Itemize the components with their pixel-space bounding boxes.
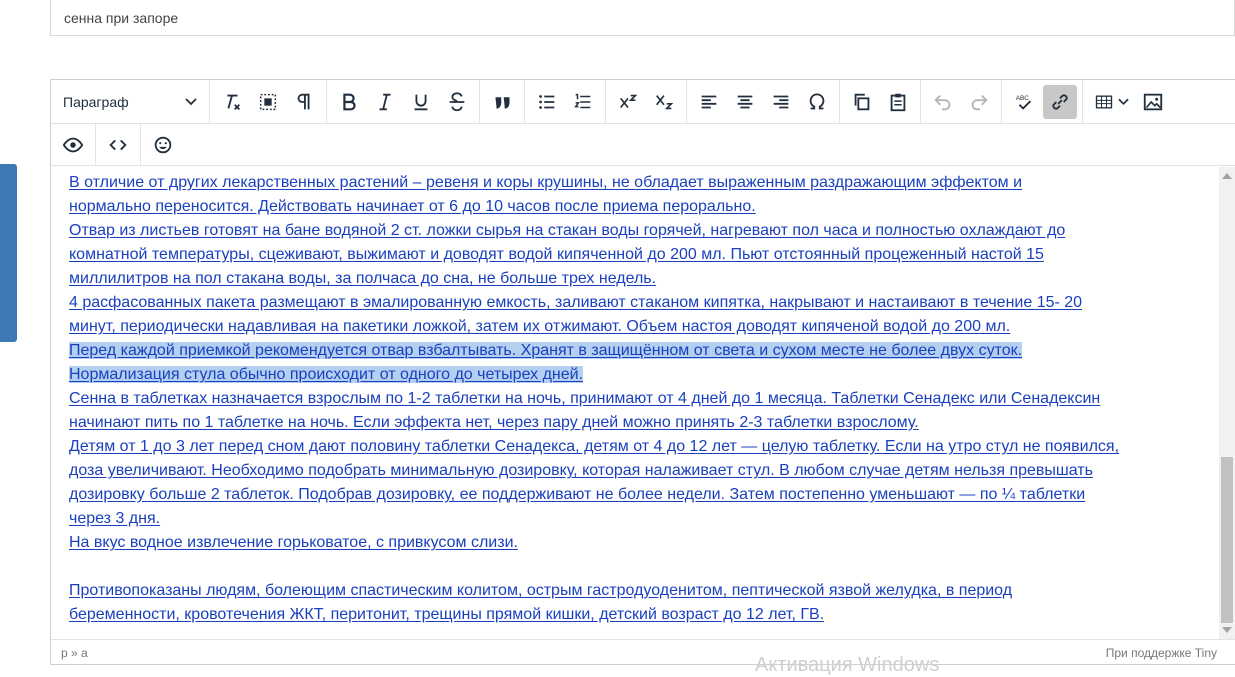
chevron-down-icon: [1118, 98, 1129, 106]
content-line[interactable]: минут, периодически надавливая на пакетики ложкой, затем их отжимают. Объем настоя доводят кипяченой водой до 200 мл.: [69, 318, 1011, 335]
blockquote-button[interactable]: [485, 85, 519, 119]
chevron-down-icon: [185, 98, 197, 106]
copy-button[interactable]: [845, 85, 879, 119]
strikethrough-button[interactable]: [440, 85, 474, 119]
title-input[interactable]: сенна при запоре: [50, 0, 1235, 36]
editor-content[interactable]: [51, 167, 1218, 639]
strikethrough-icon: [446, 91, 468, 113]
redo-button[interactable]: [962, 85, 996, 119]
image-icon: [1142, 91, 1164, 113]
format-dropdown[interactable]: [55, 85, 205, 119]
table-button[interactable]: [1088, 85, 1134, 119]
clear-formatting-button[interactable]: [215, 85, 249, 119]
toolbar-row-2: [51, 124, 1235, 166]
underline-icon: [410, 91, 432, 113]
scroll-down-arrow-icon[interactable]: [1222, 627, 1232, 633]
link-icon: [1049, 91, 1071, 113]
omega-icon: [806, 91, 828, 113]
align-left-button[interactable]: [692, 85, 726, 119]
code-icon: [107, 134, 129, 156]
empty-line: [69, 555, 1218, 579]
content-line[interactable]: Отвар из листьев готовят на бане водяной 2 ст. ложки сырья на стакан воды горячей, нагревают пол часа и полностью охлаждают до: [69, 222, 1066, 239]
content-line[interactable]: В отличие от других лекарственных растений – ревеня и коры крушины, не обладает выраженным раздражающим эффектом и: [69, 174, 1023, 191]
windows-activation-watermark: Активация Windows: [755, 654, 940, 676]
toolbar-row-1: [51, 80, 1235, 124]
content-line[interactable]: 4 расфасованных пакета размещают в эмалированную емкость, заливают стаканом кипятка, накрывают и настаивают в течение 15- 20: [69, 294, 1083, 311]
content-line[interactable]: комнатной температуры, сцеживают, выжимают и доводят водой кипяченной до 200 мл. Пьют отстоянный процеженный настой 15: [69, 246, 1044, 263]
emoticons-button[interactable]: [146, 128, 180, 162]
superscript-icon: [617, 91, 639, 113]
content-line[interactable]: Детям от 1 до 3 лет перед сном дают половину таблетки Сенадекса, детям от 4 до 12 лет — целую таблетку. Если на утро стул не появился,: [69, 438, 1120, 455]
numbered-list-button[interactable]: [566, 85, 600, 119]
content-line[interactable]: беременности, кровотечения ЖКТ, перитонит, трещины прямой кишки, детский возраст до 12 лет, ГВ.: [69, 606, 825, 623]
source-code-button[interactable]: [101, 128, 135, 162]
align-right-icon: [770, 91, 792, 113]
branding-link[interactable]: При поддержке Tiny: [1105, 646, 1217, 660]
element-path[interactable]: p » a: [61, 646, 88, 660]
bullet-list-icon: [536, 91, 558, 113]
pilcrow-icon: [293, 91, 315, 113]
selected-content-line[interactable]: Нормализация стула обычно происходит от одного до четырех дней.: [69, 366, 584, 383]
content-line[interactable]: Сенна в таблетках назначается взрослым по 1-2 таблетки на ночь, принимают от 4 дней до 1 месяца. Таблетки Сенадекс или Сенадексин: [69, 390, 1101, 407]
side-tab[interactable]: [0, 164, 17, 342]
bold-button[interactable]: [332, 85, 366, 119]
editor-scrollbar[interactable]: [1219, 167, 1235, 639]
redo-icon: [968, 91, 990, 113]
numbered-list-icon: [572, 91, 594, 113]
eye-icon: [62, 134, 84, 156]
preview-button[interactable]: [56, 128, 90, 162]
align-right-button[interactable]: [764, 85, 798, 119]
select-all-icon: [257, 91, 279, 113]
underline-button[interactable]: [404, 85, 438, 119]
svg-text:ABC: ABC: [1015, 94, 1029, 102]
image-button[interactable]: [1136, 85, 1170, 119]
clear-formatting-icon: [221, 91, 243, 113]
spellcheck-button[interactable]: [1007, 85, 1041, 119]
align-left-icon: [698, 91, 720, 113]
content-line[interactable]: через 3 дня.: [69, 510, 161, 527]
link-button[interactable]: [1043, 85, 1077, 119]
select-all-button[interactable]: [251, 85, 285, 119]
scroll-up-arrow-icon[interactable]: [1222, 173, 1232, 179]
format-dropdown-label: Параграф: [63, 93, 129, 110]
italic-icon: [374, 91, 396, 113]
align-center-button[interactable]: [728, 85, 762, 119]
editor-statusbar: [51, 639, 1235, 666]
content-line[interactable]: дозировку больше 2 таблеток. Подобрав дозировку, ее поддерживают не более недели. Затем постепенно уменьшают — по ¼ таблетки: [69, 486, 1086, 503]
bold-icon: [338, 91, 360, 113]
content-line[interactable]: доза увеличивают. Необходимо подобрать минимальную дозировку, которая налаживает стул. В любом случае детям нельзя превышать: [69, 462, 1093, 479]
smiley-icon: [152, 134, 174, 156]
content-line[interactable]: нормально переносится. Действовать начинает от 6 до 10 часов после приема перорально.: [69, 198, 756, 215]
italic-button[interactable]: [368, 85, 402, 119]
copy-icon: [851, 91, 873, 113]
subscript-button[interactable]: [647, 85, 681, 119]
selected-content-line[interactable]: Перед каждой приемкой рекомендуется отвар взбалтывать. Хранят в защищённом от света и сухом месте не более двух суток.: [69, 342, 1023, 359]
subscript-icon: [653, 91, 675, 113]
undo-button[interactable]: [926, 85, 960, 119]
content-line[interactable]: Противопоказаны людям, болеющим спастическим колитом, острым гастродуоденитом, пептической язвой желудка, в период: [69, 582, 1013, 599]
content-line[interactable]: На вкус водное извлечение горьковатое, с привкусом слизи.: [69, 534, 518, 551]
undo-icon: [932, 91, 954, 113]
content-line[interactable]: миллилитров на пол стакана воды, за полчаса до сна, не больше трех недель.: [69, 270, 657, 287]
special-char-button[interactable]: [800, 85, 834, 119]
spellcheck-icon: [1013, 91, 1035, 113]
content-line[interactable]: начинают пить по 1 таблетке на ночь. Если эффекта нет, через пару дней можно принять 2-3 таблетки взрослому.: [69, 414, 919, 431]
show-blocks-button[interactable]: [287, 85, 321, 119]
align-center-icon: [734, 91, 756, 113]
quote-icon: [491, 91, 513, 113]
table-icon: [1094, 92, 1114, 112]
bullet-list-button[interactable]: [530, 85, 564, 119]
superscript-button[interactable]: [611, 85, 645, 119]
scrollbar-thumb[interactable]: [1221, 457, 1233, 623]
clipboard-icon: [887, 91, 909, 113]
rich-text-editor: [50, 79, 1235, 665]
paste-button[interactable]: [881, 85, 915, 119]
